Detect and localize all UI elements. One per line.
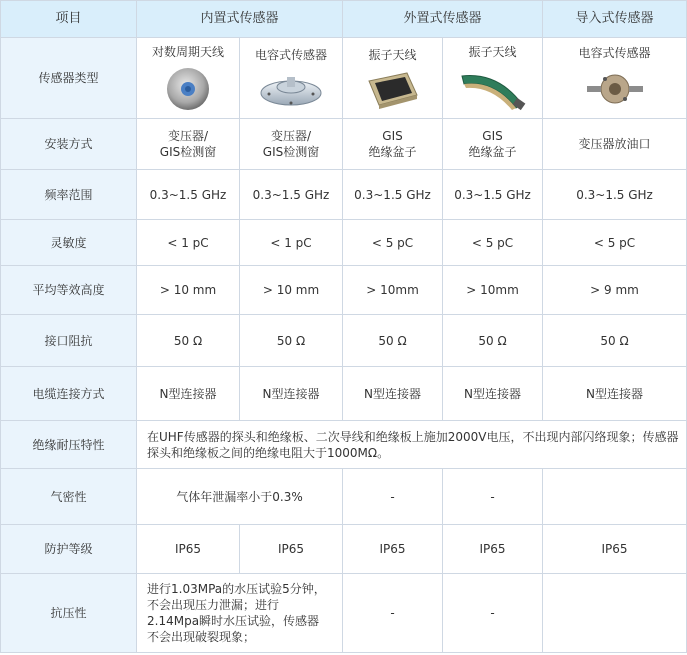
row-label: 绝缘耐压特性 — [1, 421, 137, 469]
install-cell: GIS 绝缘盆子 — [343, 119, 443, 170]
freq-cell: 0.3~1.5 GHz — [343, 170, 443, 220]
dipole-antenna-box-image — [363, 69, 423, 109]
row-sensitivity — [1, 220, 687, 266]
sensor-name: 对数周期天线 — [151, 45, 224, 59]
header-insert-sensor: 导入式传感器 — [543, 1, 687, 38]
sensitivity-cell: < 1 pC — [240, 220, 343, 266]
height-cell: > 10mm — [443, 266, 543, 315]
impedance-cell: 50 Ω — [343, 315, 443, 367]
header-builtin-sensor: 内置式传感器 — [137, 1, 343, 38]
impedance-cell: 50 Ω — [240, 315, 343, 367]
row-effective-height — [1, 266, 687, 315]
capacitive-sensor-image — [259, 69, 323, 109]
airtight-builtin: 气体年泄漏率小于0.3% — [137, 469, 343, 525]
freq-cell: 0.3~1.5 GHz — [543, 170, 687, 220]
sensor-name: 振子天线 — [468, 45, 517, 59]
sensitivity-cell: < 5 pC — [543, 220, 687, 266]
cable-cell: N型连接器 — [137, 367, 240, 421]
cable-cell: N型连接器 — [343, 367, 443, 421]
sensor-cell — [240, 38, 343, 119]
row-sensor-type — [1, 38, 687, 119]
height-cell: > 10 mm — [240, 266, 343, 315]
height-cell: > 10 mm — [137, 266, 240, 315]
row-label: 灵敏度 — [1, 220, 137, 266]
row-label: 防护等级 — [1, 525, 137, 574]
log-periodic-antenna-image — [165, 66, 211, 112]
row-protection-level — [1, 525, 687, 574]
header-item: 项目 — [1, 1, 137, 38]
row-airtightness — [1, 469, 687, 525]
protection-cell: IP65 — [240, 525, 343, 574]
pressure-insert — [543, 574, 687, 653]
install-cell: 变压器放油口 — [543, 119, 687, 170]
sensor-cell — [543, 38, 687, 119]
row-label: 电缆连接方式 — [1, 367, 137, 421]
sensitivity-cell: < 1 pC — [137, 220, 240, 266]
sensor-name: 振子天线 — [368, 48, 417, 62]
height-cell: > 9 mm — [543, 266, 687, 315]
freq-cell: 0.3~1.5 GHz — [137, 170, 240, 220]
sensor-cell — [137, 38, 240, 119]
header-external-sensor: 外置式传感器 — [343, 1, 543, 38]
row-label: 抗压性 — [1, 574, 137, 653]
row-label: 安装方式 — [1, 119, 137, 170]
protection-cell: IP65 — [137, 525, 240, 574]
sensitivity-cell: < 5 pC — [443, 220, 543, 266]
pressure-builtin: 进行1.03MPa的水压试验5分钟，不会出现压力泄漏；进行2.14Mpa瞬时水压试验，传感器不会出现破裂现象； — [137, 574, 343, 653]
sensor-name: 电容式传感器 — [255, 48, 328, 62]
insulation-text: 在UHF传感器的探头和绝缘板、二次导线和绝缘板上施加2000V电压，不出现内部闪络现象；传感器探头和绝缘板之间的绝缘电阻大于1000MΩ。 — [137, 421, 687, 469]
impedance-cell: 50 Ω — [543, 315, 687, 367]
install-cell: GIS 绝缘盆子 — [443, 119, 543, 170]
protection-cell: IP65 — [343, 525, 443, 574]
row-label: 传感器类型 — [1, 38, 137, 119]
header-row — [1, 1, 687, 38]
insert-capacitive-sensor-image — [585, 67, 645, 111]
sensitivity-cell: < 5 pC — [343, 220, 443, 266]
install-cell: 变压器/ GIS检测窗 — [137, 119, 240, 170]
row-pressure-resistance — [1, 574, 687, 653]
row-label: 频率范围 — [1, 170, 137, 220]
freq-cell: 0.3~1.5 GHz — [240, 170, 343, 220]
sensor-cell — [443, 38, 543, 119]
row-cable-connection — [1, 367, 687, 421]
airtight-external-1: - — [343, 469, 443, 525]
impedance-cell: 50 Ω — [137, 315, 240, 367]
sensor-name: 电容式传感器 — [578, 46, 651, 60]
height-cell: > 10mm — [343, 266, 443, 315]
pressure-external-2: - — [443, 574, 543, 653]
row-label: 平均等效高度 — [1, 266, 137, 315]
airtight-external-2: - — [443, 469, 543, 525]
row-label: 接口阻抗 — [1, 315, 137, 367]
row-insulation — [1, 421, 687, 469]
cable-cell: N型连接器 — [543, 367, 687, 421]
row-install — [1, 119, 687, 170]
cable-cell: N型连接器 — [443, 367, 543, 421]
pressure-external-1: - — [343, 574, 443, 653]
install-cell: 变压器/ GIS检测窗 — [240, 119, 343, 170]
protection-cell: IP65 — [543, 525, 687, 574]
row-frequency — [1, 170, 687, 220]
sensor-cell — [343, 38, 443, 119]
cable-cell: N型连接器 — [240, 367, 343, 421]
row-label: 气密性 — [1, 469, 137, 525]
protection-cell: IP65 — [443, 525, 543, 574]
impedance-cell: 50 Ω — [443, 315, 543, 367]
dipole-antenna-arc-image — [458, 66, 528, 112]
freq-cell: 0.3~1.5 GHz — [443, 170, 543, 220]
row-impedance — [1, 315, 687, 367]
airtight-insert — [543, 469, 687, 525]
